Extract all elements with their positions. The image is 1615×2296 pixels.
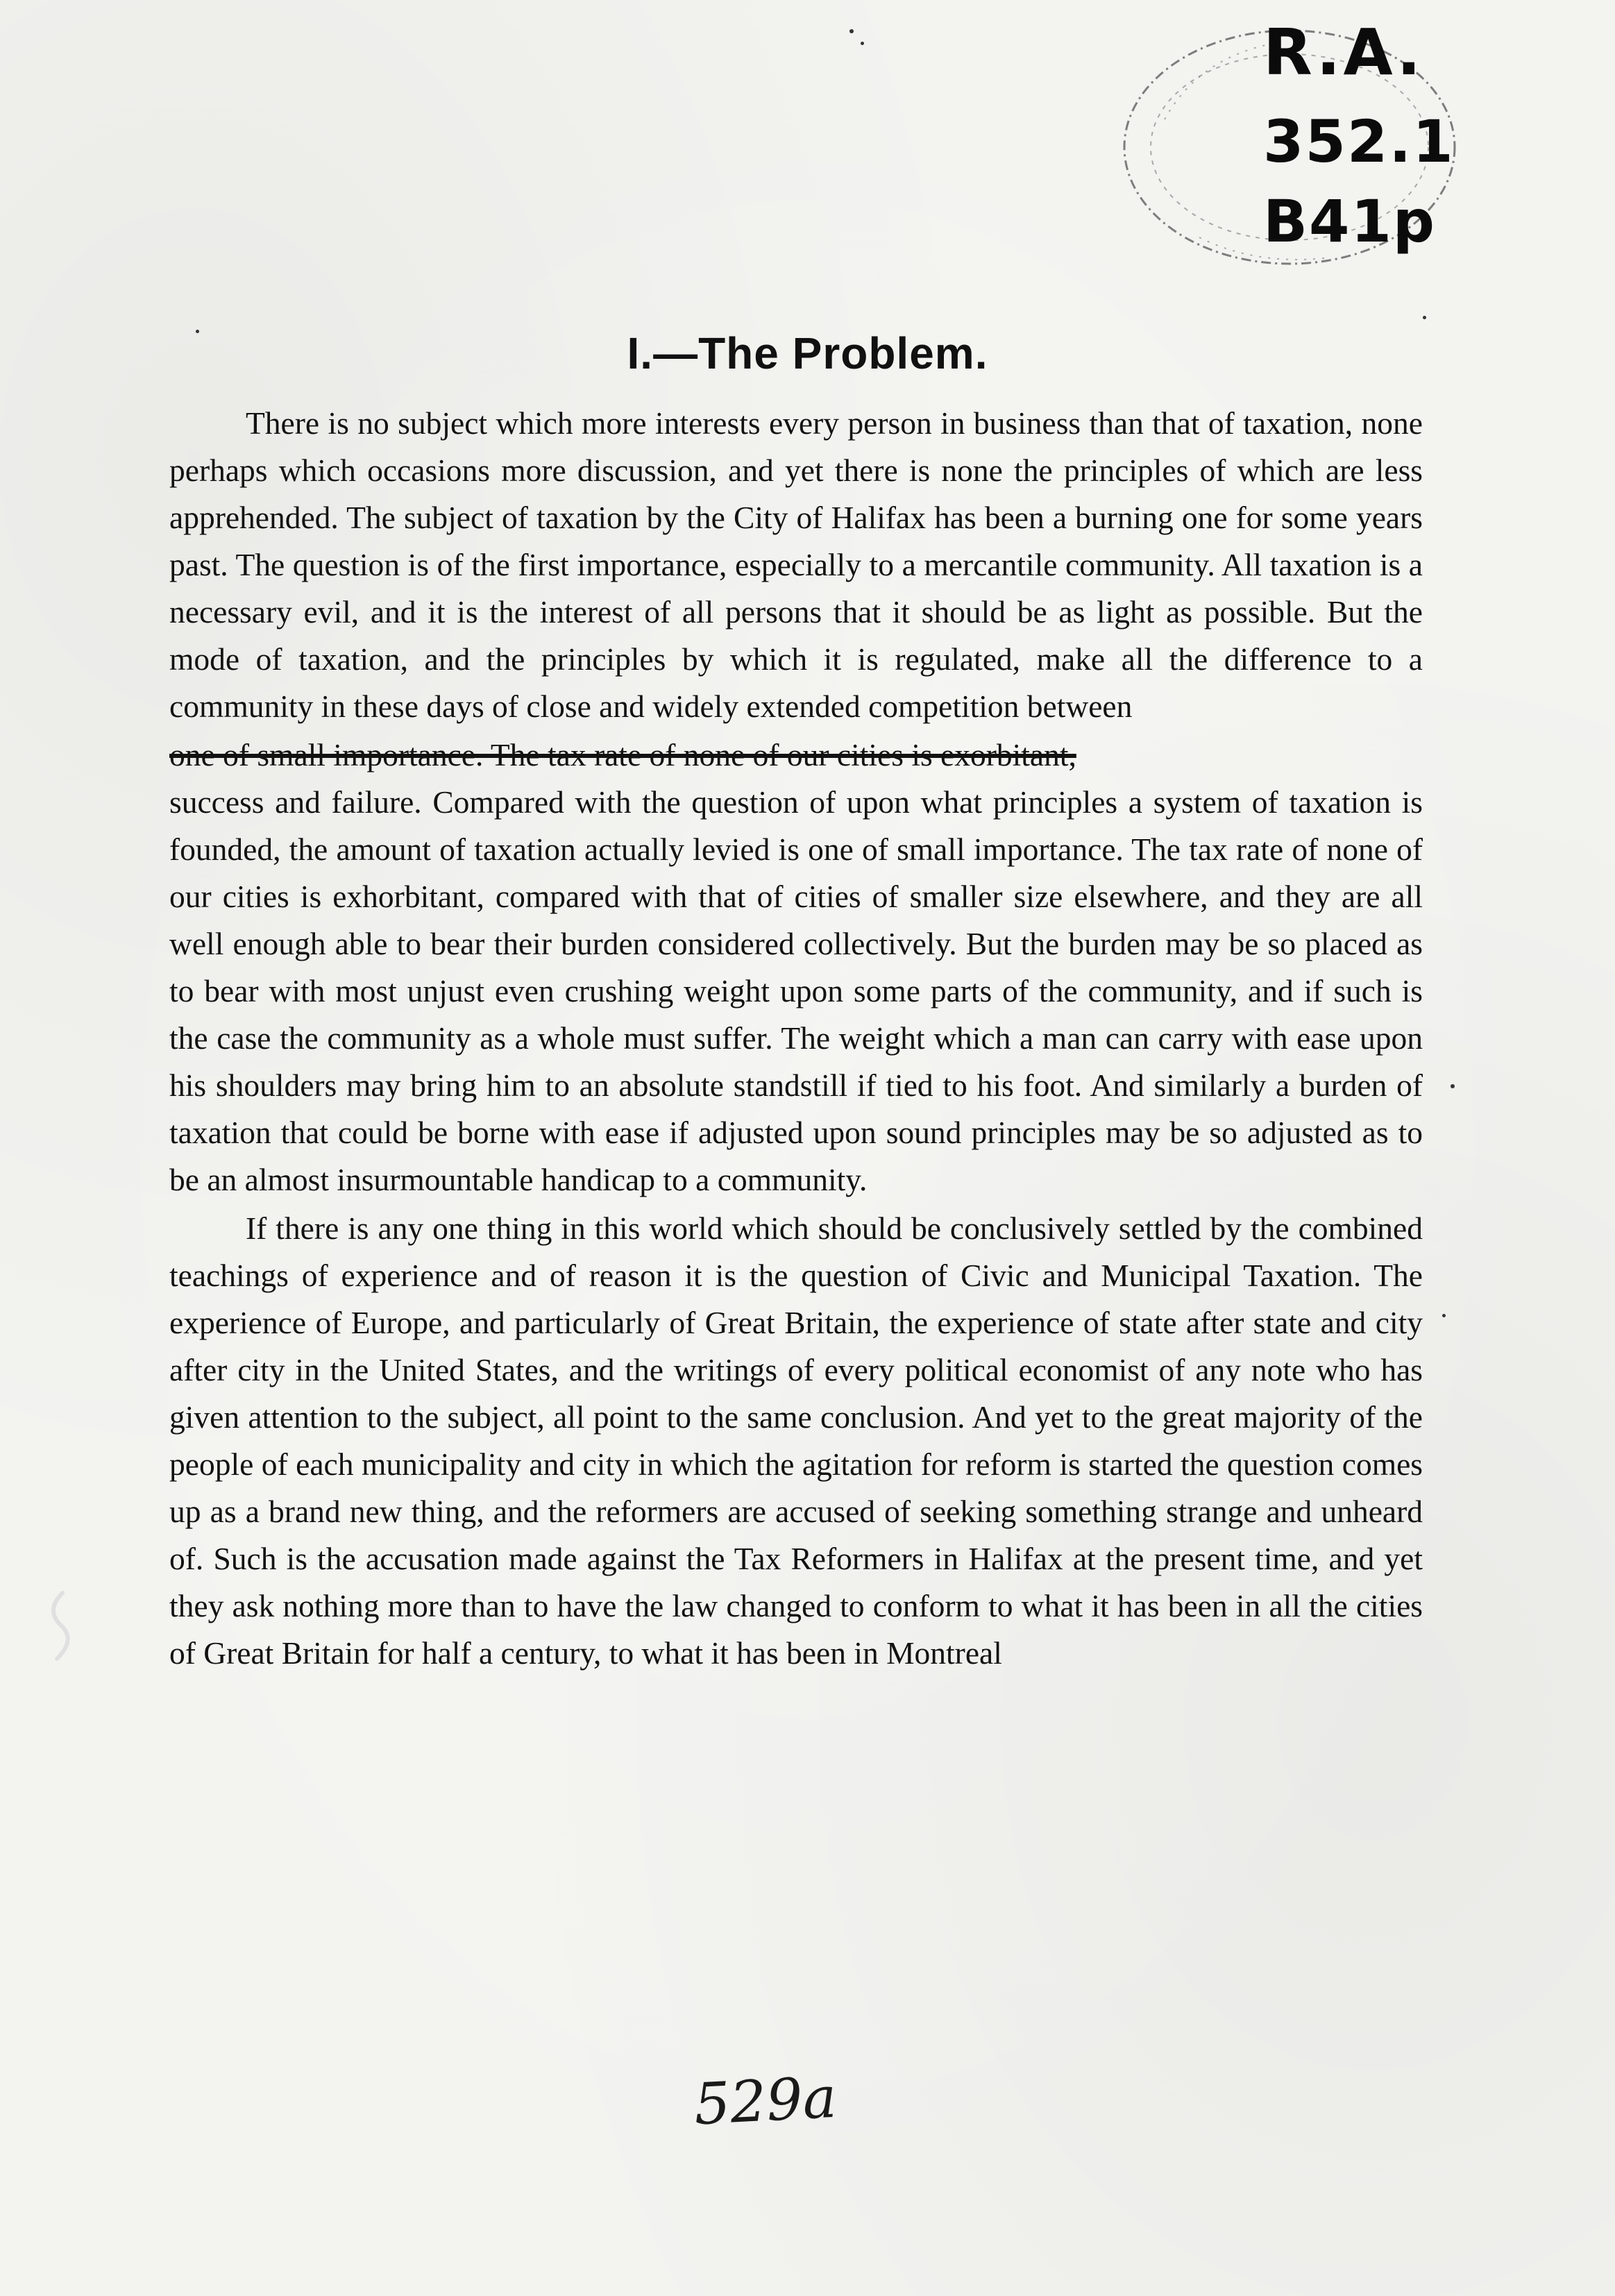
library-stamp	[1116, 15, 1505, 293]
call-number-line-2: 352.1	[1263, 108, 1455, 176]
scan-speck	[1423, 316, 1426, 319]
scan-speck	[1451, 1084, 1455, 1088]
scan-speck	[196, 330, 199, 333]
paragraph-3: If there is any one thing in this world which should be conclusively settled by the combined teachings of experience and of reason it is the question of Civic and Municipal Taxation. The experience of Europe, and particularly of Great Britain, the experience of state after state and city after city in the United States, and the writings of every political economist of any note who has given attention to the subject, all point to the same conclusion. And yet to the great majority of the people of each municipality and city in which the agitation for reform is started the question comes up as a brand new thing, and the reformers are accused of seeking something strange and unheard of. Such is the accusation made against the Tax Reformers in Halifax at the present time, and yet they ask nothing more than to have the law changed to conform to what it has been in all the cities of Great Britain for half a century, to what it has been in Montreal	[169, 1210, 1423, 1671]
section-heading: I.—The Problem.	[627, 328, 988, 378]
handwritten-note: 529a	[692, 2064, 838, 2138]
body-text	[169, 400, 1423, 1678]
scan-speck	[1442, 1314, 1446, 1317]
call-number-line-3: B41p	[1263, 187, 1437, 255]
call-number-line-1: R.A.	[1263, 15, 1424, 90]
scan-speck	[861, 42, 864, 45]
struck-through-line: one of small importance. The tax rate of none of our cities is exorbitant,	[169, 737, 1076, 773]
paragraph-2: success and failure. Compared with the question of upon what principles a system of taxation is founded, the amount of taxation actually levied is one of small importance. The tax rate of none of our cities is exhorbitant, compared with that of cities of smaller size elsewhere, and they are all well enough able to bear their burden considered collectively. But the burden may be so placed as to bear with most unjust even crushing weight upon some parts of the community, and if such is the case the community as a whole must suffer. The weight which a man can carry with ease upon his shoulders may bring him to an absolute standstill if tied to his foot. And similarly a burden of taxation that could be borne with ease if adjusted upon sound principles may be so adjusted as to be an almost insurmountable handicap to a community.	[169, 784, 1423, 1197]
scan-speck	[849, 29, 854, 33]
paragraph-1: There is no subject which more interests every person in business than that of taxation, none perhaps which occasions more discussion, and yet there is none the principles of which are less apprehended. The subject of taxation by the City of Halifax has been a burning one for some years past. The question is of the first importance, especially to a mercantile community. All taxation is a necessary evil, and it is the interest of all persons that it should be as light as possible. But the mode of taxation, and the principles by which it is regulated, make all the difference to a community in these days of close and widely extended competition between	[169, 405, 1423, 724]
margin-mark-icon	[42, 1589, 83, 1666]
